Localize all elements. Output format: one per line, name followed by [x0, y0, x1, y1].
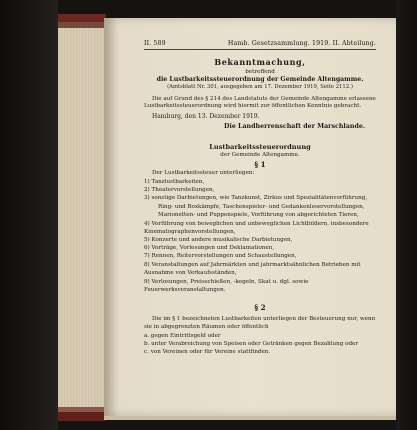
list-item: 1) Tanzlustbarkeiten,: [144, 179, 205, 185]
header-rule: [144, 49, 376, 50]
section-2-line-1: Die im § 1 bezeichneten Lustbarkeiten unterliegen der Besteuerung nur, wenn: [152, 316, 376, 322]
announcement-body-2: Lustbarkeitssteuerordnung wird hiermit zur öffentlichen Kenntnis gebracht.: [144, 103, 362, 109]
header-title: Hamb. Gesetzsammlung. 1919. II. Abteilung.: [227, 40, 376, 47]
announcement-line-1: betreffend: [245, 69, 275, 75]
section-1-heading: § 1: [254, 160, 266, 169]
announcement-source: (Amtsblatt Nr. 301, ausgegeben am 17. Dezember 1919, Seite 2112.): [167, 84, 353, 90]
section-2-line-2: sie in abgegrenzten Räumen oder öffentlich: [144, 324, 269, 330]
list-item: Ring- und Boxkämpfe, Taschenspieler- und Gedankenleservorstellungen, Marionetten- und Puppenspiele, Vorführung von abgerichteten Tieren,: [158, 204, 365, 218]
page-bottom-edge: [104, 416, 396, 420]
right-gutter: [396, 0, 417, 430]
list-item: a. gegen Eintrittsgeld oder: [144, 333, 221, 339]
section-2-heading: § 2: [254, 303, 266, 312]
list-item: c. von Vereinen oder für Vereine stattfinden.: [144, 349, 271, 355]
red-bottom-edge: [58, 412, 106, 421]
signature: Die Landherrenschaft der Marschlande.: [224, 123, 366, 130]
page-stack-edge: [58, 22, 107, 417]
list-item: 7) Rennen, Reitervorstellungen und Schaustellungen,: [144, 253, 297, 259]
place-date: Hamburg, den 13. Dezember 1919.: [152, 113, 260, 120]
document-page: [104, 18, 396, 416]
list-item: 8) Veranstaltungen auf Jahrmärkten und jahrmarktsähnlichen Betrieben mit Ausnahme von Verkaufsständen,: [144, 262, 361, 276]
announcement-line-2: die Lustbarkeitssteuerordnung der Gemeinde Altengamme.: [156, 76, 364, 83]
list-item: 5) Konzerte und andere musikalische Darbietungen,: [144, 237, 293, 243]
announcement-body-1: Die auf Grund des § 214 des Landstatuts der Gemeinde Altengamme erlassene: [152, 96, 376, 102]
list-item: b. unter Verabreichung von Speisen oder Getränken gegen Bezahlung oder: [144, 341, 359, 347]
list-item: 4) Vorführung von beweglichen und unbeweglichen Lichtbildern, insbesondere Kinematographenvorstellungen,: [144, 221, 369, 235]
running-header: [144, 40, 376, 47]
ordinance-title: Lustbarkeitssteuerordnung: [209, 143, 311, 151]
announcement-title: Bekanntmachung,: [214, 57, 306, 67]
page-number: II. 589: [144, 40, 166, 47]
ordinance-subtitle: der Gemeinde Altengamme.: [220, 152, 300, 158]
book-binding: [0, 0, 58, 430]
list-item: 6) Vorträge, Vorlesungen und Deklamationen,: [144, 245, 275, 251]
list-item: 3) sonstige Darbietungen, wie Tanzkunst, Zirkus und Spezialitätenvorführung,: [144, 195, 368, 201]
section-1-intro: Der Lustbarkeitssteuer unterliegen:: [152, 170, 255, 176]
list-item: 9) Verlosungen, Preisschießen, -kegeln, Skat u. dgl. sowie Feuerwerksveranstaltungen.: [144, 279, 309, 293]
list-item: 2) Theatervorstellungen,: [144, 187, 215, 193]
